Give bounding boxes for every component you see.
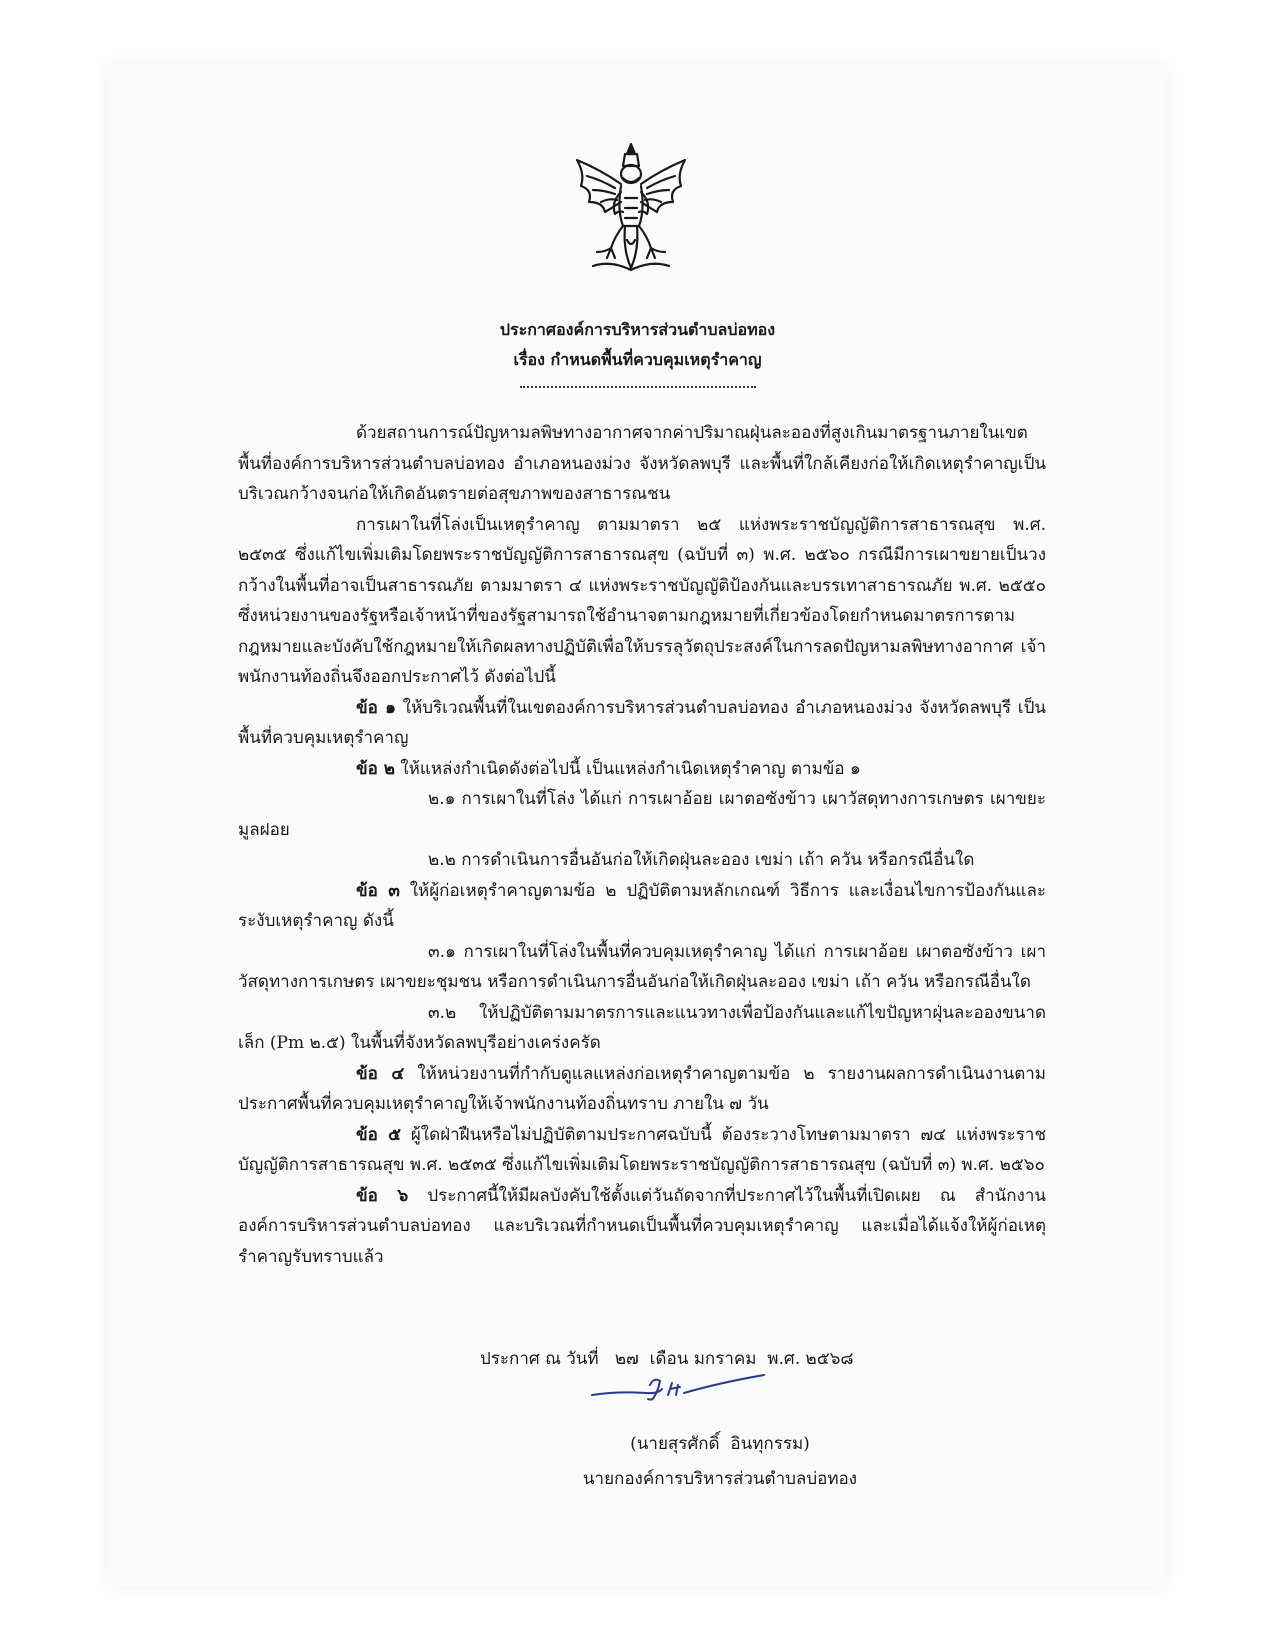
clause-3-text: ให้ผู้ก่อเหตุรำคาญตามข้อ ๒ ปฏิบัติตามหลักเกณฑ์ วิธีการ และเงื่อนไขการป้องกันและระงับเหตุรำคาญ ดังนี้: [238, 880, 1047, 931]
signer-title: นายกองค์การบริหารส่วนตำบลบ่อทอง: [582, 1469, 858, 1489]
clause-2-1: ๒.๑ การเผาในที่โล่ง ได้แก่ การเผาอ้อย เผาตอซังข้าว เผาวัสดุทางการเกษตร เผาขยะ: [428, 789, 1046, 809]
clause-5: [238, 1120, 1046, 1181]
clause-4-text: ให้หน่วยงานที่กำกับดูแลแหล่งก่อเหตุรำคาญตามข้อ ๒ รายงานผลการดำเนินงานตามประกาศพื้นที่ควบคุมเหตุรำคาญให้เจ้าพนักงานท้องถิ่นทราบ ภายใน ๗ วัน: [238, 1063, 1046, 1114]
clause-1-label: ข้อ ๑: [356, 697, 396, 718]
clause-3-2: ๓.๒ ให้ปฏิบัติตามมาตรการและแนวทางเพื่อป้องกันและแก้ไขปัญหาฝุ่นละอองขนาดเล็ก (Pm ๒.๕) ในพื้นที่จังหวัดลพบุรีอย่างเคร่งครัด: [238, 1002, 1046, 1053]
clause-2-1-continued: มูลฝอย: [238, 819, 290, 840]
document-subject: เรื่อง กำหนดพื้นที่ควบคุมเหตุรำคาญ: [513, 350, 762, 369]
clause-4-label: ข้อ ๔: [356, 1063, 405, 1084]
clause-5-label: ข้อ ๕: [356, 1124, 402, 1145]
clause-1-text: ให้บริเวณพื้นที่ในเขตองค์การบริหารส่วนตำบลบ่อทอง อำเภอหนองม่วง จังหวัดลพบุรี เป็นพื้นที่ควบคุมเหตุรำคาญ: [238, 697, 1046, 748]
clause-1: [238, 693, 1046, 754]
clause-2-label: ข้อ ๒: [356, 758, 395, 779]
title-separator: [520, 386, 756, 388]
garuda-emblem-icon: [571, 140, 691, 276]
clause-4: [238, 1059, 1046, 1120]
clause-2-text: ให้แหล่งกำเนิดดังต่อไปนี้ เป็นแหล่งกำเนิดเหตุรำคาญ ตามข้อ ๑: [400, 758, 861, 779]
clause-3: [238, 876, 1046, 937]
handwritten-signature: [588, 1365, 768, 1411]
clause-6-text: ประกาศนี้ให้มีผลบังคับใช้ตั้งแต่วันถัดจากที่ประกาศไว้ในพื้นที่เปิดเผย ณ สำนักงานองค์การบริหารส่วนตำบลบ่อทอง และบริเวณที่กำหนดเป็นพื้นที่ควบคุมเหตุรำคาญ และเมื่อได้แจ้งให้ผู้ก่อเหตุรำคาญรับทราบแล้ว: [238, 1185, 1047, 1267]
clause-3-1: ๓.๑ การเผาในที่โล่งในพื้นที่ควบคุมเหตุรำคาญ ได้แก่ การเผาอ้อย เผาตอซังข้าว เผาวัสดุทางการเกษตร เผาขยะชุมชน หรือการดำเนินการอื่นอันก่อให้เกิดฝุ่นละออง เขม่า เถ้า ควัน หรือกรณีอื่นใด: [238, 941, 1046, 992]
paragraph-intro: ด้วยสถานการณ์ปัญหามลพิษทางอากาศจากค่าปริมาณฝุ่นละอองที่สูงเกินมาตรฐานภายในเขตพื้นที่องค์การบริหารส่วนตำบลบ่อทอง อำเภอหนองม่วง จังหวัดลพบุรี และพื้นที่ใกล้เคียงก่อให้เกิดเหตุรำคาญเป็นบริเวณกว้างจนก่อให้เกิดอันตรายต่อสุขภาพของสาธารณชน: [238, 423, 1046, 504]
document-body: [238, 418, 1046, 1272]
clause-2: [238, 754, 1046, 785]
announcement-date: ประกาศ ณ วันที่ ๒๗ เดือน มกราคม พ.ศ. ๒๕๖๘: [480, 1349, 854, 1369]
clause-6-label: ข้อ ๖: [356, 1185, 409, 1206]
clause-3-label: ข้อ ๓: [356, 880, 400, 901]
paragraph-legal-basis: การเผาในที่โล่งเป็นเหตุรำคาญ ตามมาตรา ๒๕ แห่งพระราชบัญญัติการสาธารณสุข พ.ศ. ๒๕๓๕ ซึ่งแก้ไขเพิ่มเติมโดยพระราชบัญญัติการสาธารณสุข (ฉบับที่ ๓) พ.ศ. ๒๕๖๐ กรณีมีการเผาขยายเป็นวงกว้างในพื้นที่อาจเป็นสาธารณภัย ตามมาตรา ๔ แห่งพระราชบัญญัติป้องกันและบรรเทาสาธารณภัย พ.ศ. ๒๕๕๐ ซึ่งหน่วยงานของรัฐหรือเจ้าหน้าที่ของรัฐสามารถใช้อำนาจตามกฎหมายที่เกี่ยวข้องโดยกำหนดมาตรการตามกฎหมายและบังคับใช้กฎหมายให้เกิดผลทางปฏิบัติเพื่อให้บรรลุวัตถุประสงค์ในการลดปัญหามลพิษทางอากาศ เจ้าพนักงานท้องถิ่นจึงออกประกาศไว้ ดังต่อไปนี้: [238, 514, 1046, 687]
clause-2-2: ๒.๒ การดำเนินการอื่นอันก่อให้เกิดฝุ่นละออง เขม่า เถ้า ควัน หรือกรณีอื่นใด: [428, 850, 975, 870]
clause-5-text: ผู้ใดฝ่าฝืนหรือไม่ปฏิบัติตามประกาศฉบับนี้ ต้องระวางโทษตามมาตรา ๗๔ แห่งพระราชบัญญัติการสาธารณสุข พ.ศ. ๒๕๓๕ ซึ่งแก้ไขเพิ่มเติมโดยพระราชบัญญัติการสาธารณสุข (ฉบับที่ ๓) พ.ศ. ๒๕๖๐: [238, 1124, 1046, 1175]
signer-name: (นายสุรศักดิ์ อินทุกรรม): [630, 1434, 810, 1454]
document-title: ประกาศองค์การบริหารส่วนตำบลบ่อทอง: [499, 320, 776, 339]
clause-6: [238, 1181, 1046, 1273]
